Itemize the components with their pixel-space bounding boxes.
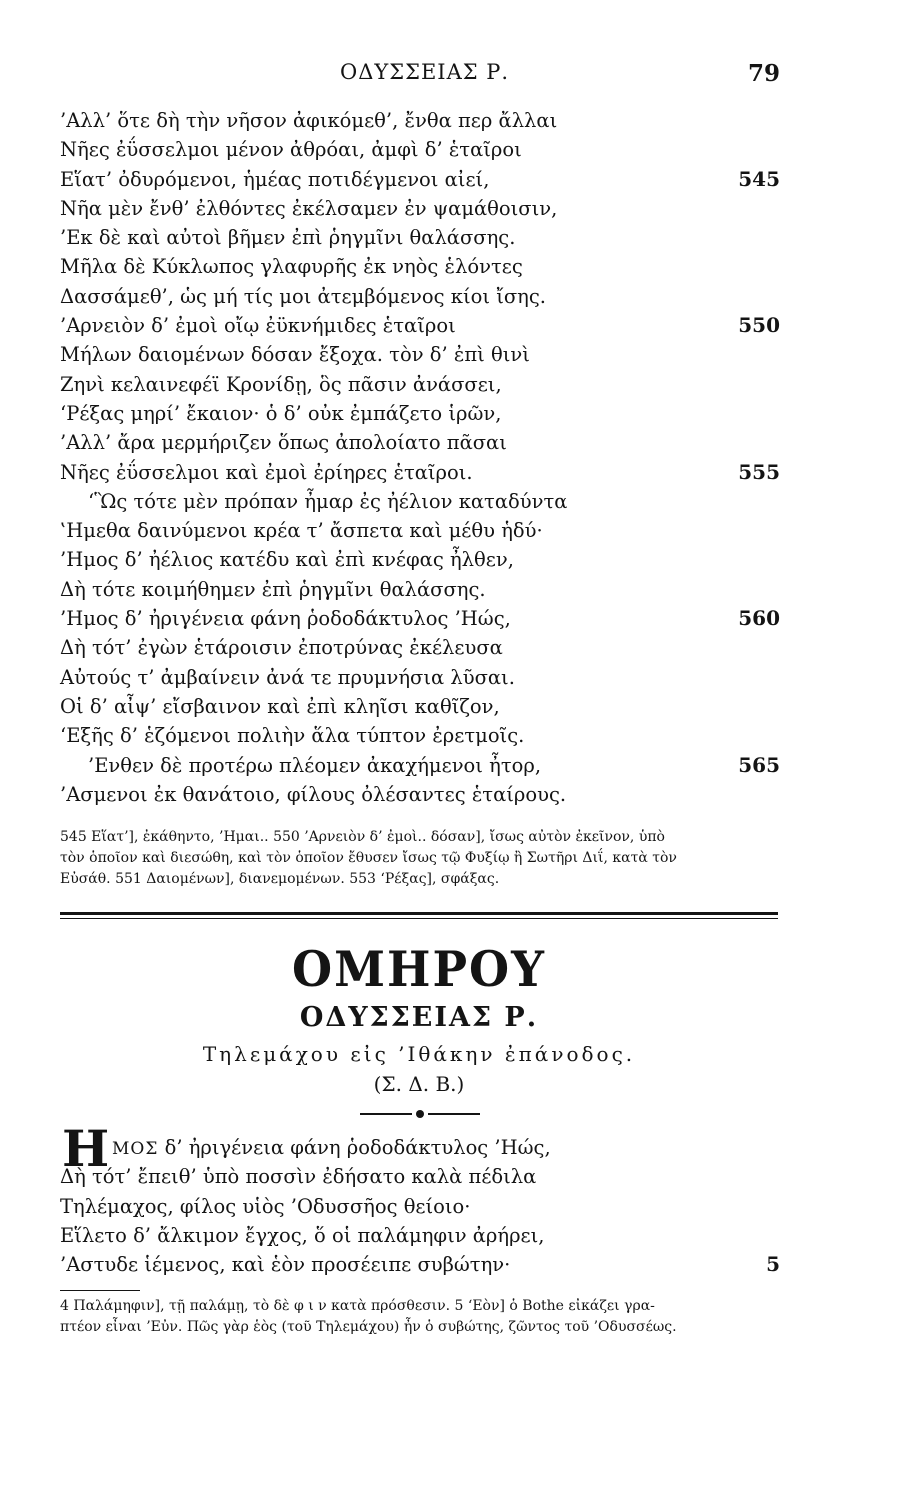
verse-line (60, 1133, 780, 1162)
verse-line (60, 106, 780, 135)
line-number: 565 (738, 752, 780, 777)
book-subtitle: ΟΔΥΣΣΕΙΑΣ Ρ. (299, 1002, 539, 1033)
book-description: Τηλεμάχου εἰς ’Ιθάκην ἐπάνοδος. (202, 1042, 636, 1066)
footnote-line: 545 Εἵατ’], ἐκάθηντο, ’Ημαι.. 550 ’Αρνειὸν δ’ ἐμοὶ.. δόσαν], ἴσως αὐτὸν ἐκεῖνον, ὑπὸ (60, 829, 665, 845)
verse-text: Ζηνὶ κελαινεφέϊ Κρονίδῃ, ὃς πᾶσιν ἀνάσσει, (60, 372, 502, 396)
verse-text: ‛Ημεθα δαινύμενοι κρέα τ’ ἄσπετα καὶ μέθυ ἡδύ· (60, 519, 543, 543)
verse-text: ’Εκ δὲ καὶ αὐτοὶ βῆμεν ἐπὶ ῥηγμῖνι θαλάσσης. (60, 226, 516, 250)
verse-line (60, 604, 780, 633)
verse-line (60, 311, 780, 340)
verse-text: Τηλέμαχος, φίλος υἱὸς ’Οδυσσῆος θείοιο· (60, 1194, 471, 1218)
verse-line (60, 1162, 780, 1191)
verse-text: Δὴ τότ’ ἔπειθ’ ὑπὸ ποσσὶν ἐδήσατο καλὰ πέδιλα (60, 1165, 537, 1189)
ornament-divider (360, 1109, 480, 1119)
book-sigla: (Σ. Δ. Β.) (373, 1072, 465, 1096)
footnote-line: τὸν ὁποῖον καὶ διεσώθη, καὶ τὸν ὁποῖον ἔθυσεν ἴσως τῷ Φυξίῳ ἢ Σωτῆρι Διΐ, κατὰ τὸν (60, 850, 677, 866)
line-number: 550 (738, 313, 780, 338)
verse-line (60, 545, 780, 574)
verse-line (60, 1192, 780, 1221)
verse-text: Νῆα μὲν ἔνθ’ ἐλθόντες ἐκέλσαμεν ἐν ψαμάθοισιν, (60, 196, 558, 220)
verse-line (60, 780, 780, 809)
page-header (60, 60, 780, 96)
verse-text: ’Αλλ’ ὅτε δὴ τὴν νῆσον ἀφικόμεθ’, ἔνθα περ ἄλλαι (60, 109, 558, 132)
line-number: 555 (738, 459, 780, 484)
verse-line (60, 399, 780, 428)
verse-text: Εἵατ’ ὀδυρόμενοι, ἡμέας ποτιδέγμενοι αἰεί, (60, 167, 490, 191)
verse-line (60, 194, 780, 223)
verse-text: Δασσάμεθ’, ὡς μή τίς μοι ἀτεμβόμενος κίοι ἴσης. (60, 284, 546, 308)
verse-line (60, 1221, 780, 1250)
verse-text: ’Ημος δ’ ἠριγένεια φάνη ῥοδοδάκτυλος ’Ηώς, (60, 607, 511, 631)
verse-line (60, 223, 780, 252)
section-rule-thick (60, 912, 778, 915)
drop-initial: Η (62, 1119, 110, 1178)
verse-text: ’Ημος δ’ ἠέλιος κατέδυ καὶ ἐπὶ κνέφας ἦλθεν, (60, 548, 514, 572)
book-author-title: ΟΜΗΡΟΥ (292, 940, 546, 998)
footnote-line: Εὐσάθ. 551 Δαιομένων], διανεμομένων. 553 ‘Ρέξας], σφάξας. (60, 871, 500, 887)
verse-line (60, 165, 780, 194)
footnotes-bottom (60, 1296, 780, 1338)
verse-text: Μήλων δαιομένων δόσαν ἔξοχα. τὸν δ’ ἐπὶ θινὶ (60, 343, 530, 367)
verse-line (60, 282, 780, 311)
verse-block-bottom (60, 1133, 780, 1279)
verse-text: Εἵλετο δ’ ἄλκιμον ἔγχος, ὅ οἱ παλάμηφιν ἀρήρει, (60, 1223, 545, 1247)
verse-line (60, 135, 780, 164)
verse-line (60, 370, 780, 399)
verse-line (60, 663, 780, 692)
running-title: ΟΔΥΣΣΕΙΑΣ Ρ. (340, 60, 510, 84)
section-rule-thin (60, 918, 778, 919)
verse-line (60, 575, 780, 604)
verse-line (60, 1250, 780, 1279)
footnote-line: 4 Παλάμηφιν], τῇ παλάμῃ, τὸ δὲ φ ι ν κατὰ πρόσθεσιν. 5 ‘Εὸν] ὁ Bothe εἰκάζει γρα- (60, 1298, 655, 1314)
footnotes-top (60, 827, 780, 890)
verse-text: ’Αστυδε ἱέμενος, καὶ ἑὸν προσέειπε συβώτην· (60, 1253, 511, 1277)
verse-text: Δὴ τότ’ ἐγὼν ἑτάροισιν ἐποτρύνας ἐκέλευσα (60, 636, 503, 660)
verse-line (60, 458, 780, 487)
verse-text: Αὐτούς τ’ ἀμβαίνειν ἀνά τε πρυμνήσια λῦσαι. (60, 665, 515, 689)
verse-line (60, 516, 780, 545)
line-number: 545 (738, 166, 780, 191)
verse-text: Δὴ τότε κοιμήθημεν ἐπὶ ῥηγμῖνι θαλάσσης. (60, 577, 486, 601)
verse-text: ’Ενθεν δὲ προτέρω πλέομεν ἀκαχήμενοι ἦτορ, (88, 753, 542, 777)
verse-line (60, 487, 780, 516)
verse-line (60, 692, 780, 721)
verse-line (60, 751, 780, 780)
verse-text: ‘Ὣς τότε μὲν πρόπαν ἦμαρ ἐς ἠέλιον καταδύντα (88, 489, 568, 513)
verse-text: ’Ασμενοι ἐκ θανάτοιο, φίλους ὀλέσαντες ἑταίρους. (60, 782, 567, 806)
verse-text: Νῆες ἐΰσσελμοι καὶ ἐμοὶ ἐρίηρες ἑταῖροι. (60, 460, 473, 484)
footnote-separator (60, 1290, 140, 1291)
verse-text: ‘Εξῆς δ’ ἑζόμενοι πολιὴν ἅλα τύπτον ἐρετμοῖς. (60, 724, 525, 748)
verse-line (60, 428, 780, 457)
verse-text: Οἱ δ’ αἶψ’ εἴσβαινον καὶ ἐπὶ κληῖσι καθῖζον, (60, 694, 500, 718)
first-word-caps: ΜΟΣ (112, 1139, 159, 1159)
verse-line (60, 721, 780, 750)
page-number: 79 (747, 60, 780, 87)
verse-text: ’Αλλ’ ἄρα μερμήριζεν ὅπως ἀπολοίατο πᾶσαι (60, 431, 507, 455)
verse-text: ‘Ρέξας μηρί’ ἔκαιον· ὁ δ’ οὐκ ἐμπάζετο ἱρῶν, (60, 401, 502, 425)
verse-text: ’Αρνειὸν δ’ ἐμοὶ οἴῳ ἐϋκνήμιδες ἑταῖροι (60, 314, 456, 338)
verse-text: Μῆλα δὲ Κύκλωπος γλαφυρῆς ἐκ νηὸς ἑλόντες (60, 255, 523, 279)
verse-line (60, 340, 780, 369)
verse-block-top (60, 106, 780, 809)
first-line-rest: δ’ ἠριγένεια φάνη ῥοδοδάκτυλος ’Ηώς, (158, 1136, 551, 1159)
verse-text: Νῆες ἐΰσσελμοι μένον ἀθρόαι, ἀμφὶ δ’ ἑταῖροι (60, 138, 522, 162)
verse-line (60, 633, 780, 662)
verse-line (60, 252, 780, 281)
footnote-line: πτέον εἶναι ’Εὐν. Πῶς γὰρ ἑὸς (τοῦ Τηλεμάχου) ἦν ὁ συβώτης, ζῶντος τοῦ ’Οδυσσέως. (60, 1319, 677, 1335)
line-number: 560 (738, 606, 780, 631)
line-number: 5 (766, 1252, 780, 1277)
